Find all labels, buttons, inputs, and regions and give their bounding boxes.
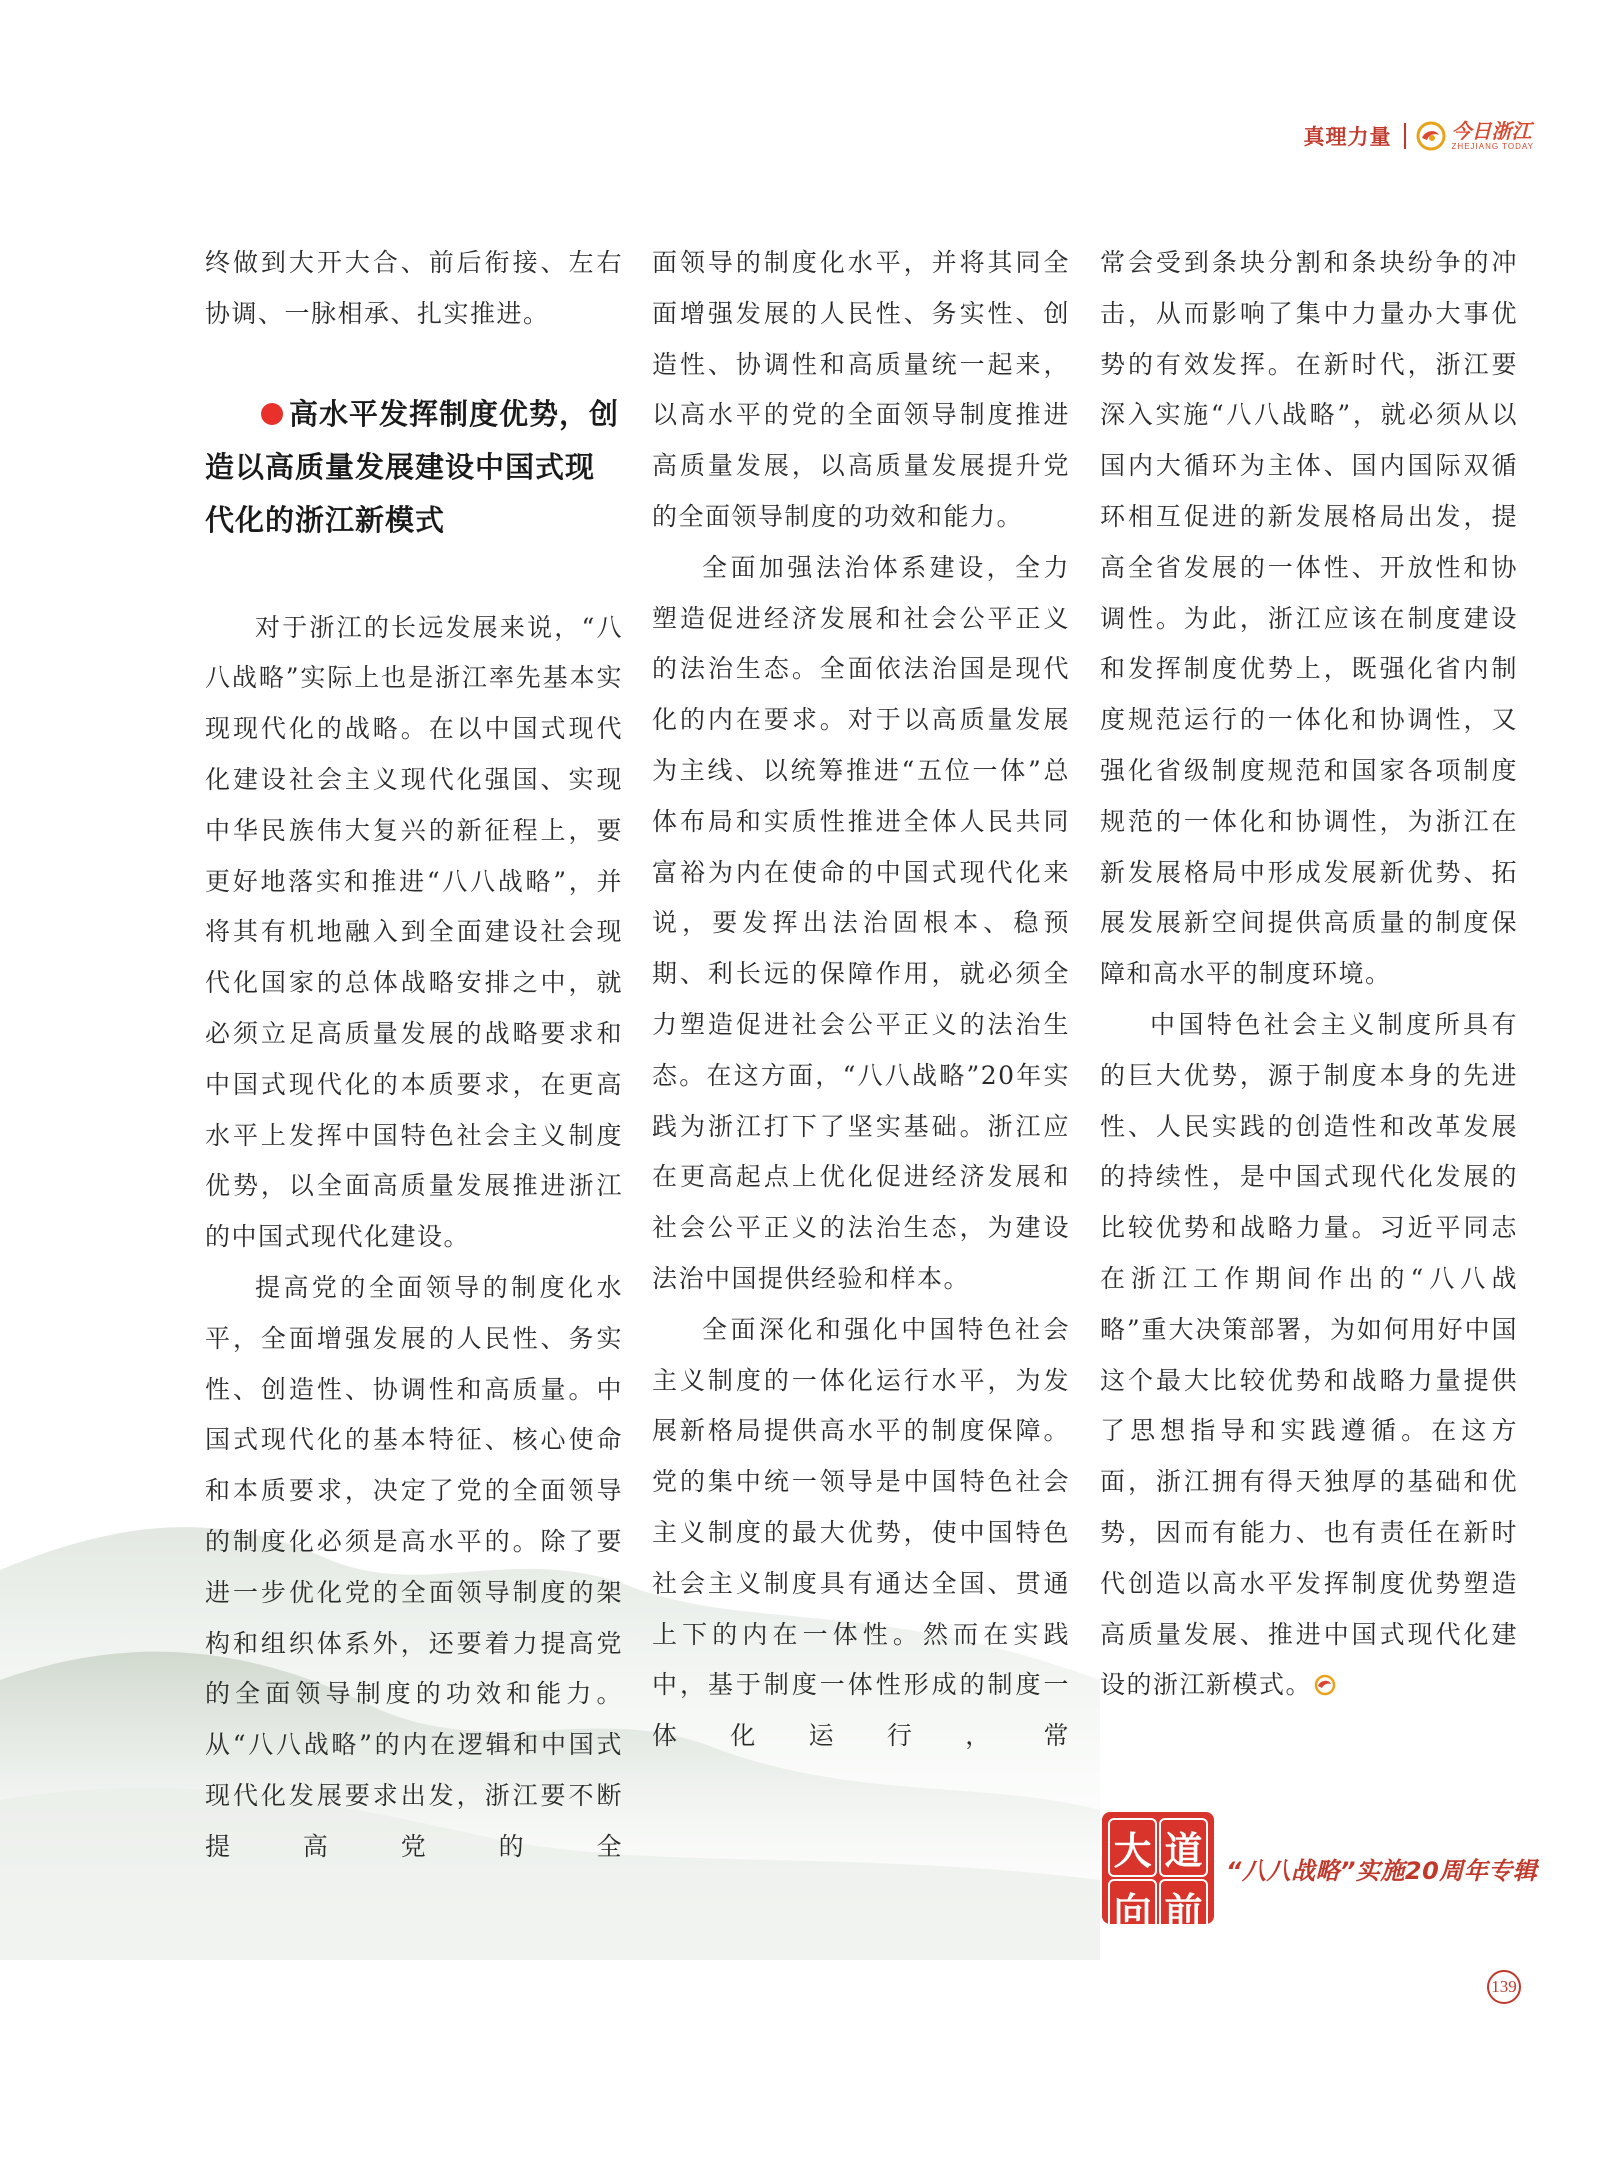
paragraph: 终做到大开大合、前后衔接、左右协调、一脉相承、扎实推进。	[205, 248, 623, 328]
paragraph: 全面深化和强化中国特色社会主义制度的一体化运行水平，为发展新格局提供高水平的制度保障。党的集中统一领导是中国特色社会主义制度的最大优势，使中国特色社会主义制度具有通达全国、贯通上下的内在一体性。然而在实践中，基于制度一体性形成的制度一体化运行，常	[652, 1314, 1070, 1751]
seal-char: 前	[1159, 1879, 1208, 1938]
text-column-2	[652, 238, 1070, 1762]
paragraph: 对于浙江的长远发展来说，“八八战略”实际上也是浙江率先基本实现现代化的战略。在以中国式现代化建设社会主义现代化强国、实现中华民族伟大复兴的新征程上，要更好地落实和推进“八八战略”，并将其有机地融入到全面建设社会现代化国家的总体战略安排之中，就必须立足高质量发展的战略要求和中国式现代化的本质要求，在更高水平上发挥中国特色社会主义制度优势，以全面高质量发展推进浙江的中国式现代化建设。	[205, 612, 623, 1252]
paragraph: 提高党的全面领导的制度化水平，全面增强发展的人民性、务实性、创造性、协调性和高质量。中国式现代化的基本特征、核心使命和本质要求，决定了党的全面领导的制度化必须是高水平的。除了要进一步优化党的全面领导制度的架构和组织体系外，还要着力提高党的全面领导制度的功效和能力。从“八八战略”的内在逻辑和中国式现代化发展要求出发，浙江要不断提高党的全	[205, 1272, 623, 1861]
section-heading	[205, 388, 623, 547]
section-heading-text: 高水平发挥制度优势，创造以高质量发展建设中国式现代化的浙江新模式	[205, 396, 620, 537]
paragraph	[1100, 1000, 1518, 1711]
text-column-1	[205, 238, 623, 1873]
seal-char: 大	[1108, 1818, 1157, 1877]
special-issue-title: “八八战略”实施20周年专辑	[1226, 1856, 1538, 1885]
end-logo-icon	[1314, 1674, 1336, 1696]
special-issue-badge	[1102, 1812, 1538, 1934]
magazine-logo	[1416, 121, 1534, 151]
paragraph: 全面加强法治体系建设，全力塑造促进经济发展和社会公平正义的法治生态。全面依法治国是现代化的内在要求。对于以高质量发展为主线、以统筹推进“五位一体”总体布局和实质性推进全体人民共同富裕为内在使命的中国式现代化来说，要发挥出法治固根本、稳预期、利长远的保障作用，就必须全力塑造促进社会公平正义的法治生态。在这方面，“八八战略”20年实践为浙江打下了坚实基础。浙江应在更高起点上优化促进经济发展和社会公平正义的法治生态，为建设法治中国提供经验和样本。	[652, 552, 1070, 1293]
seal-stamp	[1102, 1812, 1214, 1934]
paragraph: 面领导的制度化水平，并将其同全面增强发展的人民性、务实性、创造性、协调性和高质量统一起来，以高水平的党的全面领导制度推进高质量发展，以高质量发展提升党的全面领导制度的功效和能力。	[652, 248, 1070, 531]
logo-chinese-text: 今日浙江	[1451, 119, 1532, 143]
red-bullet-icon	[261, 403, 283, 425]
page-number: 139	[1487, 1970, 1521, 2004]
logo-english-text: ZHEJIANG TODAY	[1451, 142, 1534, 151]
seal-char: 道	[1159, 1818, 1208, 1877]
logo-swirl-icon	[1416, 121, 1446, 151]
page-header	[1304, 118, 1534, 154]
seal-char: 向	[1108, 1879, 1157, 1938]
header-divider	[1404, 123, 1406, 149]
section-title: 真理力量	[1303, 125, 1392, 149]
text-column-3	[1100, 238, 1518, 1711]
paragraph: 常会受到条块分割和条块纷争的冲击，从而影响了集中力量办大事优势的有效发挥。在新时代，浙江要深入实施“八八战略”，就必须从以国内大循环为主体、国内国际双循环相互促进的新发展格局出发，提高全省发展的一体性、开放性和协调性。为此，浙江应该在制度建设和发挥制度优势上，既强化省内制度规范运行的一体化和协调性，又强化省级制度规范和国家各项制度规范的一体化和协调性，为浙江在新发展格局中形成发展新优势、拓展发展新空间提供高质量的制度保障和高水平的制度环境。	[1100, 248, 1518, 989]
paragraph-text: 中国特色社会主义制度所具有的巨大优势，源于制度本身的先进性、人民实践的创造性和改革发展的持续性，是中国式现代化发展的比较优势和战略力量。习近平同志在浙江工作期间作出的“八八战略”重大决策部署，为如何用好中国这个最大比较优势和战略力量提供了思想指导和实践遵循。在这方面，浙江拥有得天独厚的基础和优势，因而有能力、也有责任在新时代创造以高水平发挥制度优势塑造高质量发展、推进中国式现代化建设的浙江新模式。	[1100, 1009, 1518, 1700]
